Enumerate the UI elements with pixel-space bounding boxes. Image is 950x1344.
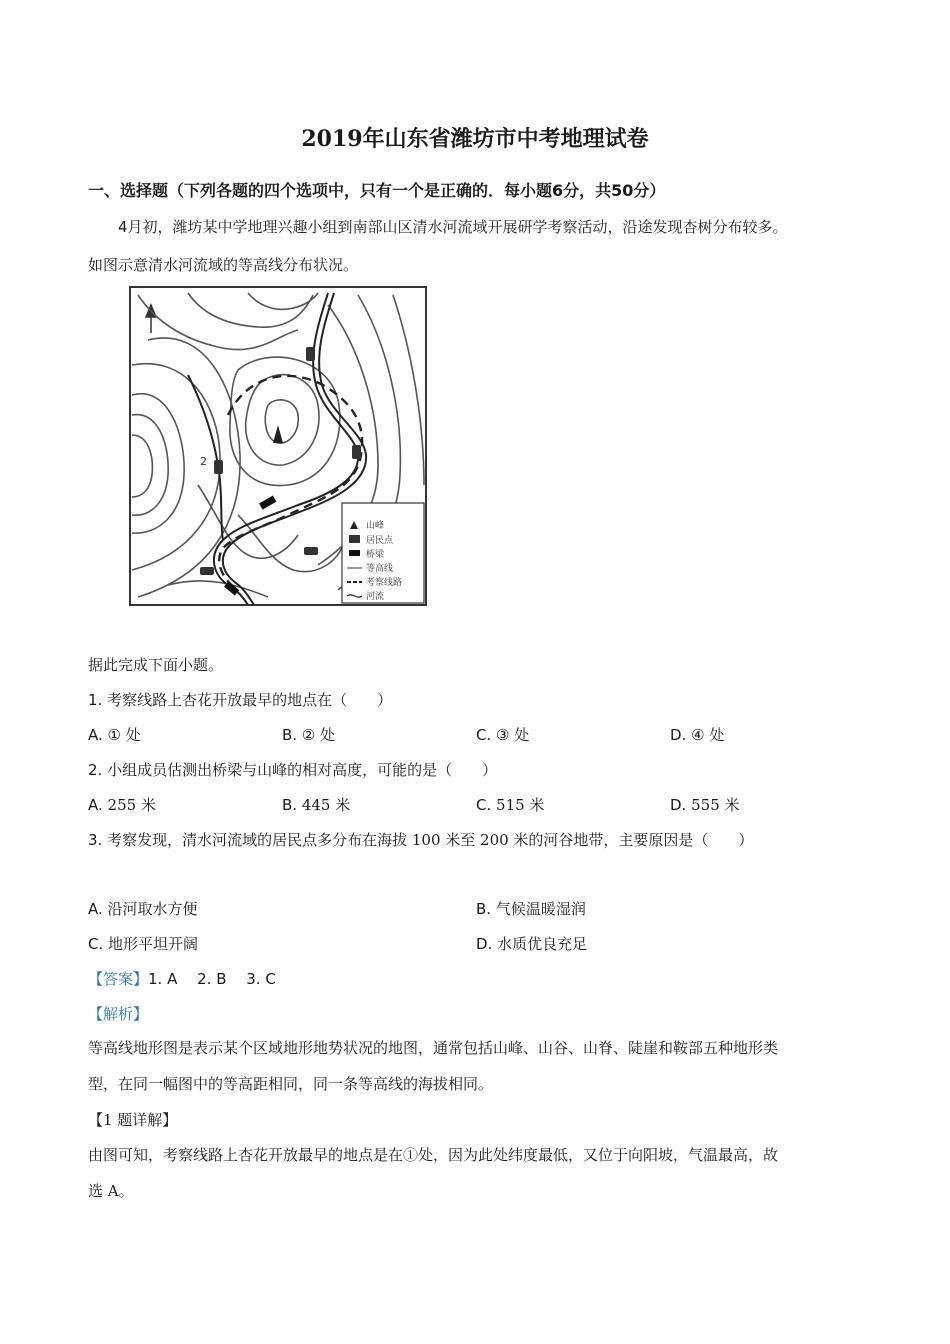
q1-option-c[interactable]: C. ③ 处 (476, 726, 530, 744)
question-3-text: 考察发现，清水河流域的居民点多分布在海拔 100 米至 200 米的河谷地带，主要原因是（ ） (107, 831, 754, 849)
q3-option-a[interactable]: A. 沿河取水方便 (88, 900, 198, 918)
q2-option-a[interactable]: A. 255 米 (88, 796, 156, 814)
legend-bridge: 桥梁 (366, 550, 385, 560)
analysis-label: 【解析】 (88, 1005, 149, 1023)
marker-2-label: 2 (200, 455, 207, 468)
question-3 (88, 829, 753, 850)
analysis-line-2: 型，在同一幅图中的等高距相同，同一条等高线的海拔相同。 (88, 1075, 494, 1093)
legend-settlement: 居民点 (366, 536, 394, 546)
question-2 (88, 759, 497, 780)
answer-text: 1. A 2. B 3. C (148, 970, 276, 988)
section-heading: 一、选择题（下列各题的四个选项中，只有一个是正确的．每小题6分，共50分） (88, 181, 666, 200)
lead-text: 据此完成下面小题。 (88, 656, 224, 674)
question-1-number: 1. (88, 691, 103, 709)
page-title: 2019年山东省潍坊市中考地理试卷 (301, 126, 649, 152)
q1-option-b[interactable]: B. ② 处 (282, 726, 336, 744)
intro-line-2: 如图示意清水河流域的等高线分布状况。 (88, 256, 359, 274)
question-2-text: 小组成员估测出桥梁与山峰的相对高度，可能的是（ ） (107, 761, 498, 779)
q1-option-a[interactable]: A. ① 处 (88, 726, 141, 744)
q3-option-d[interactable]: D. 水质优良充足 (476, 935, 588, 953)
legend-contour: 等高线 (366, 564, 394, 574)
legend-river: 河流 (366, 592, 385, 602)
q3-option-b[interactable]: B. 气候温暖湿润 (476, 900, 586, 918)
detail-line-2: 选 A。 (88, 1182, 134, 1200)
legend-route: 考察线路 (366, 578, 403, 588)
analysis-line-1: 等高线地形图是表示某个区域地形地势状况的地图，通常包括山峰、山谷、山脊、陡崖和鞍部五种地形类 (88, 1039, 779, 1057)
question-1-text: 考察线路上杏花开放最早的地点在（ ） (107, 691, 393, 709)
question-3-number: 3. (88, 831, 103, 849)
question-1 (88, 689, 392, 710)
q2-option-d[interactable]: D. 555 米 (670, 796, 740, 814)
contour-map-figure (128, 285, 438, 615)
intro-line-1: 4月初，潍坊某中学地理兴趣小组到南部山区清水河流域开展研学考察活动，沿途发现杏树分布较多。 (118, 218, 788, 236)
detail-label: 【1 题详解】 (88, 1111, 178, 1129)
question-2-number: 2. (88, 761, 103, 779)
answer-line (88, 968, 276, 989)
answer-label: 【答案】 (88, 970, 149, 988)
q3-option-c[interactable]: C. 地形平坦开阔 (88, 935, 199, 953)
detail-line-1: 由图可知，考察线路上杏花开放最早的地点是在①处，因为此处纬度最低，又位于向阳坡，气温最高，故 (88, 1146, 779, 1164)
legend-peak: 山峰 (366, 521, 385, 531)
q2-option-b[interactable]: B. 445 米 (282, 796, 351, 814)
q2-option-c[interactable]: C. 515 米 (476, 796, 545, 814)
q1-option-d[interactable]: D. ④ 处 (670, 726, 725, 744)
map-legend (342, 503, 424, 603)
